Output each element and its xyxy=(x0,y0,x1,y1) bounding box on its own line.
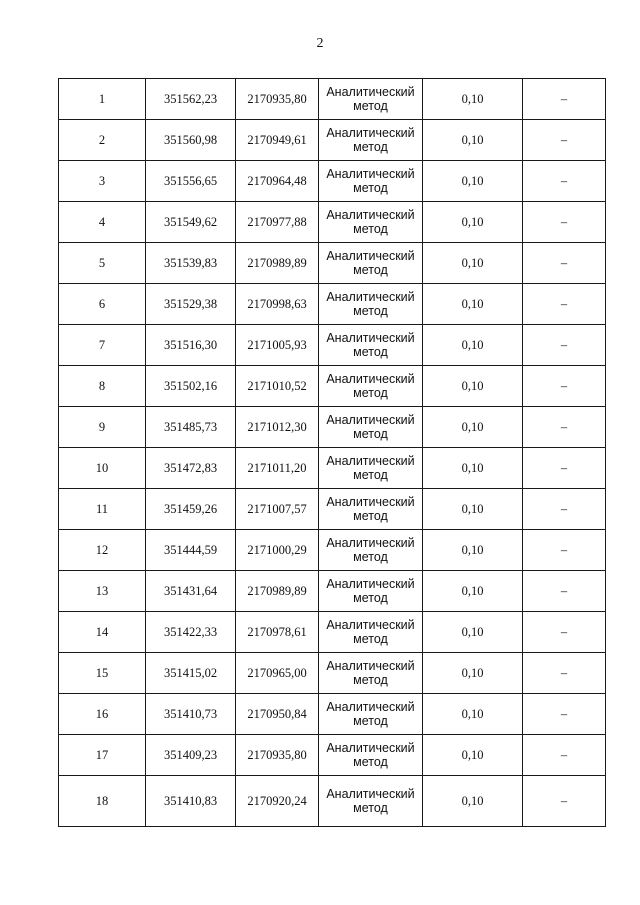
table-row xyxy=(59,366,606,407)
x-coordinate-cell: 351485,73 xyxy=(146,407,236,448)
x-coordinate-cell: 351529,38 xyxy=(146,284,236,325)
y-coordinate-cell: 2170989,89 xyxy=(236,243,319,284)
point-number-cell: 9 xyxy=(59,407,146,448)
accuracy-cell: 0,10 xyxy=(423,571,523,612)
point-number-cell: 16 xyxy=(59,694,146,735)
note-cell: – xyxy=(523,366,606,407)
method-cell xyxy=(319,448,423,489)
method-text: Аналитический метод xyxy=(326,413,415,441)
accuracy-cell: 0,10 xyxy=(423,776,523,827)
note-cell: – xyxy=(523,653,606,694)
method-cell xyxy=(319,489,423,530)
accuracy-cell: 0,10 xyxy=(423,448,523,489)
table-row xyxy=(59,243,606,284)
method-text: Аналитический метод xyxy=(326,126,415,154)
note-cell: – xyxy=(523,120,606,161)
table-row xyxy=(59,407,606,448)
y-coordinate-cell: 2171011,20 xyxy=(236,448,319,489)
method-cell xyxy=(319,325,423,366)
point-number-cell: 5 xyxy=(59,243,146,284)
accuracy-cell: 0,10 xyxy=(423,325,523,366)
note-cell: – xyxy=(523,448,606,489)
method-text: Аналитический метод xyxy=(326,167,415,195)
y-coordinate-cell: 2170935,80 xyxy=(236,735,319,776)
note-cell: – xyxy=(523,407,606,448)
table-row xyxy=(59,202,606,243)
point-number-cell: 12 xyxy=(59,530,146,571)
method-cell xyxy=(319,612,423,653)
note-cell: – xyxy=(523,202,606,243)
note-cell: – xyxy=(523,571,606,612)
accuracy-cell: 0,10 xyxy=(423,366,523,407)
method-cell xyxy=(319,284,423,325)
y-coordinate-cell: 2171007,57 xyxy=(236,489,319,530)
y-coordinate-cell: 2170977,88 xyxy=(236,202,319,243)
x-coordinate-cell: 351549,62 xyxy=(146,202,236,243)
accuracy-cell: 0,10 xyxy=(423,653,523,694)
coordinates-table-body xyxy=(59,79,606,827)
y-coordinate-cell: 2171012,30 xyxy=(236,407,319,448)
point-number-cell: 3 xyxy=(59,161,146,202)
method-cell xyxy=(319,243,423,284)
table-row xyxy=(59,653,606,694)
point-number-cell: 14 xyxy=(59,612,146,653)
method-text: Аналитический метод xyxy=(326,577,415,605)
method-text: Аналитический метод xyxy=(326,372,415,400)
accuracy-cell: 0,10 xyxy=(423,243,523,284)
accuracy-cell: 0,10 xyxy=(423,407,523,448)
y-coordinate-cell: 2170978,61 xyxy=(236,612,319,653)
method-cell xyxy=(319,735,423,776)
accuracy-cell: 0,10 xyxy=(423,79,523,120)
coordinates-table xyxy=(58,78,606,827)
x-coordinate-cell: 351502,16 xyxy=(146,366,236,407)
point-number-cell: 6 xyxy=(59,284,146,325)
method-text: Аналитический метод xyxy=(326,454,415,482)
method-text: Аналитический метод xyxy=(326,787,415,815)
table-row xyxy=(59,448,606,489)
note-cell: – xyxy=(523,612,606,653)
x-coordinate-cell: 351422,33 xyxy=(146,612,236,653)
method-cell xyxy=(319,120,423,161)
point-number-cell: 15 xyxy=(59,653,146,694)
accuracy-cell: 0,10 xyxy=(423,202,523,243)
method-cell xyxy=(319,161,423,202)
accuracy-cell: 0,10 xyxy=(423,612,523,653)
method-cell xyxy=(319,366,423,407)
y-coordinate-cell: 2170989,89 xyxy=(236,571,319,612)
method-text: Аналитический метод xyxy=(326,659,415,687)
note-cell: – xyxy=(523,735,606,776)
point-number-cell: 18 xyxy=(59,776,146,827)
table-row xyxy=(59,612,606,653)
accuracy-cell: 0,10 xyxy=(423,735,523,776)
note-cell: – xyxy=(523,243,606,284)
accuracy-cell: 0,10 xyxy=(423,694,523,735)
note-cell: – xyxy=(523,325,606,366)
note-cell: – xyxy=(523,489,606,530)
method-cell xyxy=(319,530,423,571)
method-text: Аналитический метод xyxy=(326,249,415,277)
accuracy-cell: 0,10 xyxy=(423,530,523,571)
point-number-cell: 10 xyxy=(59,448,146,489)
x-coordinate-cell: 351556,65 xyxy=(146,161,236,202)
method-text: Аналитический метод xyxy=(326,700,415,728)
accuracy-cell: 0,10 xyxy=(423,161,523,202)
x-coordinate-cell: 351459,26 xyxy=(146,489,236,530)
x-coordinate-cell: 351410,73 xyxy=(146,694,236,735)
y-coordinate-cell: 2171010,52 xyxy=(236,366,319,407)
note-cell: – xyxy=(523,776,606,827)
note-cell: – xyxy=(523,530,606,571)
y-coordinate-cell: 2170949,61 xyxy=(236,120,319,161)
note-cell: – xyxy=(523,79,606,120)
y-coordinate-cell: 2170964,48 xyxy=(236,161,319,202)
y-coordinate-cell: 2171005,93 xyxy=(236,325,319,366)
method-text: Аналитический метод xyxy=(326,741,415,769)
accuracy-cell: 0,10 xyxy=(423,489,523,530)
method-cell xyxy=(319,653,423,694)
y-coordinate-cell: 2170965,00 xyxy=(236,653,319,694)
point-number-cell: 17 xyxy=(59,735,146,776)
page-number: 2 xyxy=(316,36,324,51)
method-text: Аналитический метод xyxy=(326,331,415,359)
method-text: Аналитический метод xyxy=(326,290,415,318)
method-text: Аналитический метод xyxy=(326,208,415,236)
point-number-cell: 1 xyxy=(59,79,146,120)
table-row xyxy=(59,325,606,366)
note-cell: – xyxy=(523,284,606,325)
method-cell xyxy=(319,776,423,827)
method-cell xyxy=(319,571,423,612)
method-cell xyxy=(319,407,423,448)
table-row xyxy=(59,489,606,530)
table-row xyxy=(59,530,606,571)
method-cell xyxy=(319,694,423,735)
point-number-cell: 8 xyxy=(59,366,146,407)
table-row xyxy=(59,161,606,202)
table-row xyxy=(59,571,606,612)
y-coordinate-cell: 2170998,63 xyxy=(236,284,319,325)
y-coordinate-cell: 2170920,24 xyxy=(236,776,319,827)
point-number-cell: 11 xyxy=(59,489,146,530)
accuracy-cell: 0,10 xyxy=(423,284,523,325)
point-number-cell: 2 xyxy=(59,120,146,161)
y-coordinate-cell: 2170950,84 xyxy=(236,694,319,735)
x-coordinate-cell: 351410,83 xyxy=(146,776,236,827)
method-text: Аналитический метод xyxy=(326,536,415,564)
point-number-cell: 4 xyxy=(59,202,146,243)
x-coordinate-cell: 351472,83 xyxy=(146,448,236,489)
method-cell xyxy=(319,79,423,120)
table-row xyxy=(59,735,606,776)
x-coordinate-cell: 351444,59 xyxy=(146,530,236,571)
y-coordinate-cell: 2170935,80 xyxy=(236,79,319,120)
table-row xyxy=(59,694,606,735)
table-row xyxy=(59,79,606,120)
table-row xyxy=(59,776,606,827)
x-coordinate-cell: 351539,83 xyxy=(146,243,236,284)
method-text: Аналитический метод xyxy=(326,495,415,523)
x-coordinate-cell: 351409,23 xyxy=(146,735,236,776)
point-number-cell: 13 xyxy=(59,571,146,612)
x-coordinate-cell: 351415,02 xyxy=(146,653,236,694)
accuracy-cell: 0,10 xyxy=(423,120,523,161)
table-row xyxy=(59,284,606,325)
point-number-cell: 7 xyxy=(59,325,146,366)
table-row xyxy=(59,120,606,161)
method-text: Аналитический метод xyxy=(326,85,415,113)
method-text: Аналитический метод xyxy=(326,618,415,646)
method-cell xyxy=(319,202,423,243)
y-coordinate-cell: 2171000,29 xyxy=(236,530,319,571)
x-coordinate-cell: 351431,64 xyxy=(146,571,236,612)
note-cell: – xyxy=(523,161,606,202)
note-cell: – xyxy=(523,694,606,735)
x-coordinate-cell: 351560,98 xyxy=(146,120,236,161)
x-coordinate-cell: 351516,30 xyxy=(146,325,236,366)
x-coordinate-cell: 351562,23 xyxy=(146,79,236,120)
